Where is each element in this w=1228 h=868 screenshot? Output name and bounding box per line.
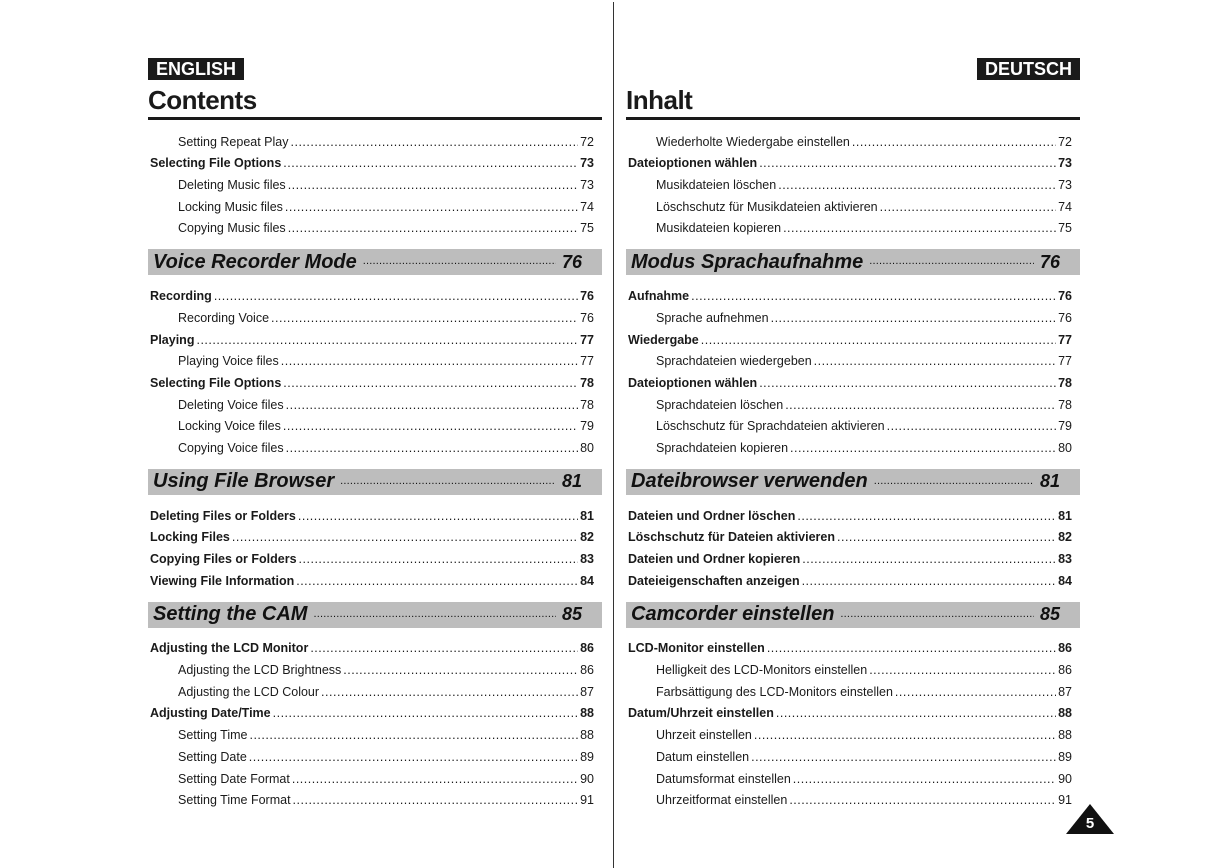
- toc-entry-page: 91: [580, 793, 594, 808]
- toc-entry[interactable]: [148, 281, 602, 303]
- toc-entry-title: Datumsformat einstellen: [656, 771, 791, 786]
- toc-entry-title: Deleting Files or Folders: [150, 508, 296, 523]
- dot-leader: [793, 772, 1056, 786]
- toc-entry-page: 79: [1058, 419, 1072, 434]
- dot-leader: [778, 178, 1056, 192]
- toc-entry-page: 74: [580, 199, 594, 214]
- dot-leader: [771, 311, 1057, 325]
- dot-leader: [249, 750, 578, 764]
- toc-entry-page: 83: [580, 552, 594, 566]
- toc-entry-page: 87: [580, 684, 594, 699]
- toc-entry-title: Dateien und Ordner löschen: [628, 508, 796, 523]
- dot-leader: [340, 475, 556, 495]
- section-header[interactable]: [148, 469, 602, 495]
- toc-entry-page: 84: [1058, 573, 1072, 588]
- toc-entry[interactable]: [626, 368, 1080, 390]
- toc-entry-page: 73: [1058, 156, 1072, 171]
- toc-entry[interactable]: [626, 170, 1080, 192]
- toc-entry[interactable]: [626, 214, 1080, 236]
- section-title: Dateibrowser verwenden: [631, 470, 868, 493]
- toc-entry-page: 76: [1058, 310, 1072, 325]
- toc-entry[interactable]: [148, 699, 602, 721]
- page-number-badge: [1066, 804, 1114, 836]
- section-page-number: 85: [561, 604, 582, 625]
- toc-entry[interactable]: [626, 149, 1080, 171]
- toc-entry-page: 72: [1058, 134, 1072, 149]
- toc-entry-page: 90: [1058, 771, 1072, 786]
- toc-entry-title: Datum/Uhrzeit einstellen: [628, 706, 774, 721]
- page-title-inhalt: Inhalt: [626, 80, 1080, 120]
- toc-entry[interactable]: [148, 544, 602, 566]
- toc-entry[interactable]: [148, 412, 602, 434]
- toc-entry[interactable]: [148, 170, 602, 192]
- toc-entry-page: 72: [580, 134, 594, 149]
- dot-leader: [869, 255, 1034, 275]
- toc-entry-page: 80: [1058, 440, 1072, 455]
- toc-entry-page: 87: [1058, 684, 1072, 699]
- toc-entry-page: 88: [580, 706, 594, 721]
- toc-entry-page: 76: [580, 310, 594, 325]
- toc-entry[interactable]: [148, 677, 602, 699]
- toc-entry-title: Selecting File Options: [150, 156, 282, 171]
- dot-leader: [837, 530, 1056, 544]
- toc-entry-title: Recording Voice: [178, 310, 270, 325]
- toc-entry-title: Adjusting Date/Time: [150, 706, 271, 721]
- dot-leader: [283, 156, 578, 170]
- toc-entry[interactable]: [148, 501, 602, 523]
- toc-entry-page: 89: [1058, 749, 1072, 764]
- toc-entry[interactable]: [148, 742, 602, 764]
- toc-entry-title: Löschschutz für Musikdateien aktivieren: [656, 199, 878, 214]
- toc-entry-title: Wiederholte Wiedergabe einstellen: [656, 134, 850, 149]
- toc-entry[interactable]: [148, 390, 602, 412]
- toc-entry-page: 90: [580, 771, 594, 786]
- dot-leader: [783, 221, 1056, 235]
- toc-entry-title: Adjusting the LCD Monitor: [150, 641, 309, 656]
- toc-entry-page: 74: [1058, 199, 1072, 214]
- section-title: Using File Browser: [153, 470, 335, 493]
- dot-leader: [701, 333, 1056, 347]
- dot-leader: [869, 663, 1056, 677]
- dot-leader: [281, 354, 578, 368]
- toc-entry-page: 77: [1058, 354, 1072, 369]
- dot-leader: [285, 200, 578, 214]
- column-divider: [613, 2, 614, 868]
- toc-entry-title: Locking Music files: [178, 199, 283, 214]
- toc-entry[interactable]: [626, 544, 1080, 566]
- toc-entry[interactable]: [626, 127, 1080, 149]
- section-page-number: 76: [561, 251, 582, 272]
- dot-leader: [785, 398, 1056, 412]
- section-title: Setting the CAM: [153, 603, 308, 626]
- toc-entry-page: 73: [580, 178, 594, 193]
- toc-entry[interactable]: [148, 634, 602, 656]
- toc-entry-title: Dateien und Ordner kopieren: [628, 552, 801, 566]
- toc-entry-title: Dateieigenschaften anzeigen: [628, 573, 800, 588]
- toc-entry-page: 77: [580, 332, 594, 347]
- section-page-number: 81: [561, 471, 582, 492]
- dot-leader: [196, 333, 578, 347]
- toc-entry-page: 86: [580, 663, 594, 678]
- dot-leader: [759, 376, 1056, 390]
- toc-entry[interactable]: [148, 149, 602, 171]
- toc-entry-title: Deleting Voice files: [178, 397, 284, 412]
- toc-entry[interactable]: [148, 303, 602, 325]
- toc-entry-page: 78: [1058, 375, 1072, 390]
- toc-entry-title: Löschschutz für Dateien aktivieren: [628, 530, 836, 545]
- toc-entry-page: 82: [1058, 530, 1072, 545]
- english-column: [148, 56, 602, 807]
- dot-leader: [321, 685, 578, 699]
- toc-entry-page: 88: [580, 728, 594, 743]
- dot-leader: [751, 750, 1056, 764]
- toc-entry-title: LCD-Monitor einstellen: [628, 641, 765, 656]
- section-header[interactable]: [148, 249, 602, 275]
- toc-entry-page: 88: [1058, 728, 1072, 743]
- toc-entry-page: 73: [1058, 178, 1072, 193]
- section-title: Modus Sprachaufnahme: [631, 250, 864, 273]
- dot-leader: [298, 509, 578, 523]
- toc-entry-title: Copying Voice files: [178, 440, 284, 455]
- toc-entry-page: 84: [580, 573, 594, 588]
- toc-entry-title: Setting Repeat Play: [178, 134, 289, 149]
- toc-entry-title: Playing: [150, 332, 195, 347]
- toc-entry[interactable]: [148, 655, 602, 677]
- toc-entry[interactable]: [626, 720, 1080, 742]
- toc-entry-page: 81: [580, 508, 594, 523]
- toc-entry[interactable]: [626, 390, 1080, 412]
- dot-leader: [214, 289, 578, 303]
- dot-leader: [363, 255, 556, 275]
- toc-entry-title: Helligkeit des LCD-Monitors einstellen: [656, 663, 868, 678]
- dot-leader: [343, 663, 578, 677]
- toc-entry-page: 88: [1058, 706, 1072, 721]
- dot-leader: [789, 793, 1056, 807]
- toc-list-english: [148, 127, 602, 807]
- dot-leader: [286, 398, 578, 412]
- toc-entry-page: 79: [580, 419, 594, 434]
- toc-entry-title: Locking Voice files: [178, 419, 281, 434]
- dot-leader: [776, 706, 1056, 720]
- toc-entry[interactable]: [148, 325, 602, 347]
- toc-entry[interactable]: [626, 523, 1080, 545]
- section-header[interactable]: [626, 249, 1080, 275]
- dot-leader: [271, 311, 578, 325]
- dot-leader: [273, 706, 578, 720]
- toc-entry-title: Setting Date Format: [178, 771, 290, 786]
- toc-entry-page: 75: [580, 221, 594, 236]
- toc-entry[interactable]: [148, 347, 602, 369]
- toc-entry[interactable]: [626, 325, 1080, 347]
- language-badge-english: ENGLISH: [148, 58, 244, 80]
- toc-entry-page: 82: [580, 530, 594, 545]
- toc-entry-title: Löschschutz für Sprachdateien aktivieren: [656, 419, 885, 434]
- toc-entry-page: 77: [1058, 332, 1072, 347]
- toc-entry[interactable]: [626, 677, 1080, 699]
- toc-entry-page: 81: [1058, 508, 1072, 523]
- dot-leader: [691, 289, 1056, 303]
- toc-entry-title: Musikdateien kopieren: [656, 221, 782, 236]
- toc-entry-page: 78: [580, 397, 594, 412]
- dot-leader: [232, 530, 578, 544]
- dot-leader: [296, 574, 578, 588]
- toc-entry-page: 89: [580, 749, 594, 764]
- toc-entry-page: 91: [1058, 793, 1072, 808]
- toc-entry-title: Playing Voice files: [178, 354, 279, 369]
- dot-leader: [310, 641, 578, 655]
- toc-entry-page: 77: [580, 354, 594, 369]
- dot-leader: [767, 641, 1056, 655]
- toc-entry-page: 80: [580, 440, 594, 455]
- toc-entry[interactable]: [626, 192, 1080, 214]
- toc-entry-title: Aufnahme: [628, 289, 690, 304]
- toc-entry-title: Viewing File Information: [150, 573, 295, 588]
- section-header[interactable]: [626, 602, 1080, 628]
- toc-entry[interactable]: [626, 742, 1080, 764]
- toc-entry[interactable]: [148, 764, 602, 786]
- dot-leader: [840, 608, 1034, 628]
- dot-leader: [754, 728, 1056, 742]
- dot-leader: [852, 135, 1056, 149]
- dot-leader: [283, 376, 578, 390]
- toc-entry[interactable]: [626, 281, 1080, 303]
- toc-entry-page: 73: [580, 156, 594, 171]
- section-title: Camcorder einstellen: [631, 603, 835, 626]
- dot-leader: [880, 200, 1056, 214]
- german-column: [626, 56, 1080, 807]
- toc-entry-title: Uhrzeit einstellen: [656, 728, 752, 743]
- toc-entry-title: Recording: [150, 289, 212, 304]
- page-number: 5: [1085, 815, 1095, 832]
- toc-entry[interactable]: [626, 699, 1080, 721]
- toc-entry-title: Sprachdateien kopieren: [656, 440, 789, 455]
- toc-entry[interactable]: [148, 192, 602, 214]
- toc-entry-page: 86: [580, 641, 594, 656]
- toc-entry-title: Setting Time Format: [178, 793, 291, 808]
- language-row: [148, 56, 602, 80]
- toc-entry-page: 86: [1058, 663, 1072, 678]
- toc-entry[interactable]: [626, 764, 1080, 786]
- dot-leader: [288, 221, 578, 235]
- dot-leader: [895, 685, 1056, 699]
- dot-leader: [283, 419, 578, 433]
- dot-leader: [874, 475, 1034, 495]
- dot-leader: [291, 135, 579, 149]
- toc-entry[interactable]: [626, 655, 1080, 677]
- toc-entry-title: Adjusting the LCD Brightness: [178, 663, 342, 678]
- section-title: Voice Recorder Mode: [153, 250, 357, 273]
- toc-list-german: [626, 127, 1080, 807]
- toc-entry-title: Locking Files: [150, 530, 230, 545]
- toc-entry-page: 76: [580, 289, 594, 304]
- toc-entry-title: Setting Time: [178, 728, 248, 743]
- section-page-number: 85: [1039, 604, 1060, 625]
- dot-leader: [814, 354, 1056, 368]
- dot-leader: [797, 509, 1056, 523]
- dot-leader: [759, 156, 1056, 170]
- dot-leader: [299, 552, 579, 566]
- page-title-contents: Contents: [148, 80, 602, 120]
- toc-entry-title: Wiedergabe: [628, 332, 699, 347]
- toc-entry-title: Deleting Music files: [178, 178, 286, 193]
- toc-entry[interactable]: [148, 523, 602, 545]
- toc-entry[interactable]: [148, 433, 602, 455]
- toc-entry-page: 75: [1058, 221, 1072, 236]
- language-row: [626, 56, 1080, 80]
- toc-entry[interactable]: [148, 214, 602, 236]
- dot-leader: [293, 793, 579, 807]
- dot-leader: [790, 441, 1056, 455]
- toc-entry-title: Sprache aufnehmen: [656, 310, 769, 325]
- toc-entry-page: 78: [580, 375, 594, 390]
- section-page-number: 81: [1039, 471, 1060, 492]
- toc-entry-title: Sprachdateien wiedergeben: [656, 354, 812, 369]
- toc-entry-page: 78: [1058, 397, 1072, 412]
- toc-entry[interactable]: [626, 303, 1080, 325]
- toc-entry-title: Musikdateien löschen: [656, 178, 777, 193]
- toc-entry[interactable]: [626, 412, 1080, 434]
- toc-entry[interactable]: [626, 347, 1080, 369]
- dot-leader: [802, 574, 1057, 588]
- dot-leader: [887, 419, 1056, 433]
- toc-entry-title: Farbsättigung des LCD-Monitors einstellen: [656, 684, 893, 699]
- toc-entry[interactable]: [626, 634, 1080, 656]
- toc-entry-title: Uhrzeitformat einstellen: [656, 793, 788, 808]
- toc-entry-page: 86: [1058, 641, 1072, 656]
- dot-leader: [802, 552, 1056, 566]
- toc-entry-title: Setting Date: [178, 749, 247, 764]
- toc-entry[interactable]: [148, 786, 602, 808]
- section-header[interactable]: [626, 469, 1080, 495]
- toc-entry-title: Selecting File Options: [150, 375, 282, 390]
- toc-entry-title: Dateioptionen wählen: [628, 156, 758, 171]
- toc-entry-title: Copying Music files: [178, 221, 286, 236]
- dot-leader: [286, 441, 578, 455]
- toc-entry[interactable]: [148, 720, 602, 742]
- toc-entry-title: Datum einstellen: [656, 749, 750, 764]
- section-header[interactable]: [148, 602, 602, 628]
- section-page-number: 76: [1039, 251, 1060, 272]
- toc-entry-title: Adjusting the LCD Colour: [178, 684, 320, 699]
- dot-leader: [292, 772, 578, 786]
- dot-leader: [313, 608, 556, 628]
- toc-entry-title: Dateioptionen wählen: [628, 375, 758, 390]
- dot-leader: [249, 728, 578, 742]
- toc-entry-title: Copying Files or Folders: [150, 552, 297, 566]
- toc-entry[interactable]: [626, 433, 1080, 455]
- toc-entry-title: Sprachdateien löschen: [656, 397, 784, 412]
- toc-entry[interactable]: [148, 368, 602, 390]
- toc-entry[interactable]: [148, 566, 602, 588]
- toc-entry-page: 76: [1058, 289, 1072, 304]
- toc-entry[interactable]: [626, 566, 1080, 588]
- toc-entry[interactable]: [626, 786, 1080, 808]
- toc-entry[interactable]: [148, 127, 602, 149]
- toc-entry[interactable]: [626, 501, 1080, 523]
- language-badge-deutsch: DEUTSCH: [977, 58, 1080, 80]
- dot-leader: [288, 178, 578, 192]
- toc-entry-page: 83: [1058, 552, 1072, 566]
